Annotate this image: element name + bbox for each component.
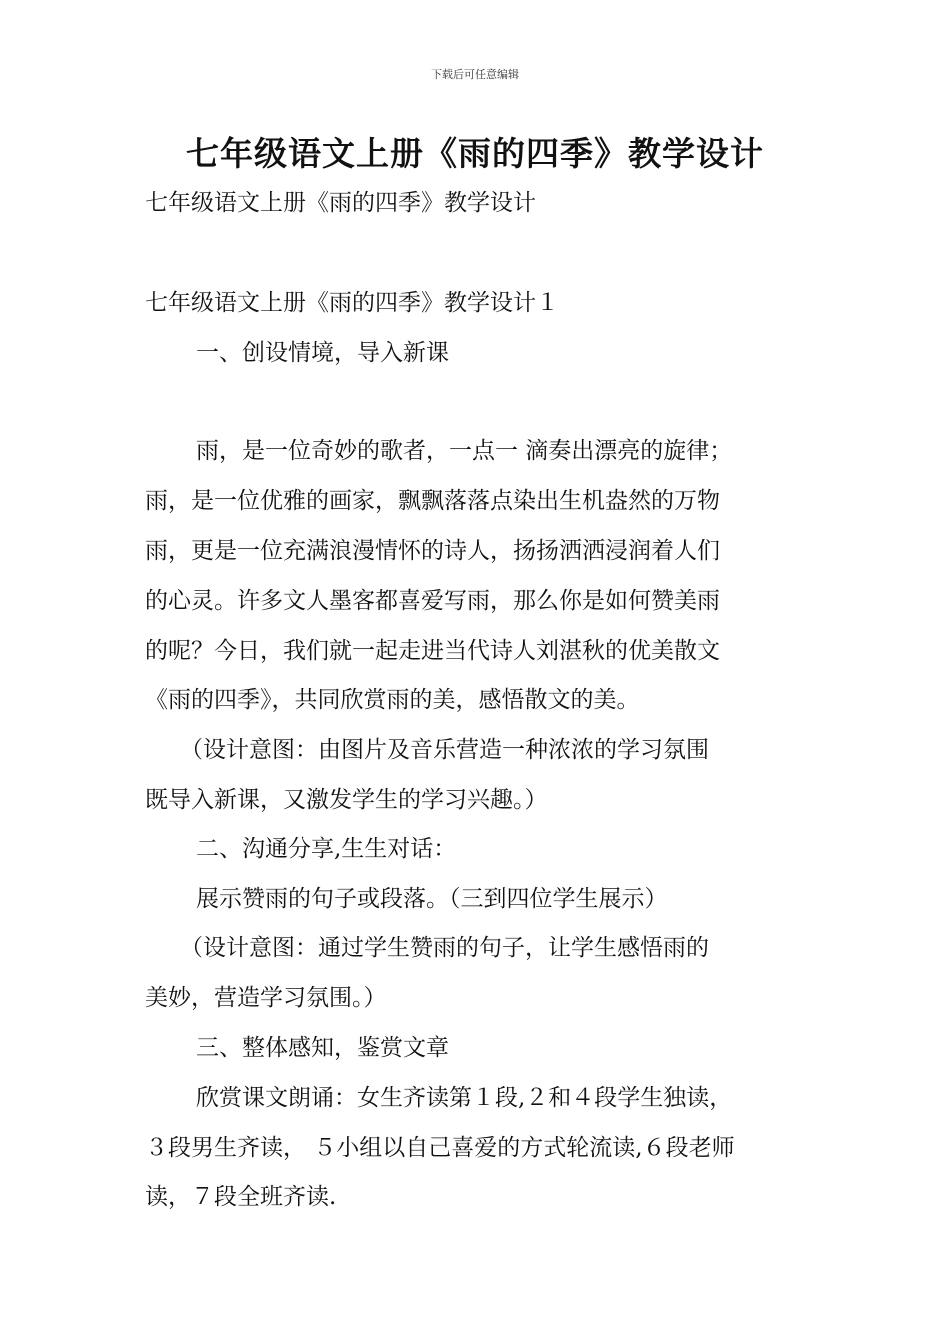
paragraph-line: 雨，是一位奇妙的歌者，一点一 滴奏出漂亮的旋律；: [196, 438, 733, 464]
section-title-1: 七年级语文上册《雨的四季》教学设计１: [145, 290, 559, 316]
heading-part-3: 三、整体感知，鉴赏文章: [196, 1035, 449, 1061]
design-intent-note: （设计意图：通过学生赞雨的句子，让学生感悟雨的: [180, 935, 709, 961]
paragraph-line: 读，７段全班齐读.: [145, 1184, 337, 1210]
paragraph-line: 雨，是一位优雅的画家，飘飘落落点染出生机盎然的万物: [145, 488, 720, 514]
paragraph-line: 展示赞雨的句子或段落。（三到四位学生展示）: [196, 886, 668, 912]
heading-part-1: 一、创设情境，导入新课: [196, 340, 449, 366]
paragraph-line: ３段男生齐读， ５小组以自己喜爱的方式轮流读,６段老师: [145, 1135, 735, 1161]
document-title: 七年级语文上册《雨的四季》教学设计: [186, 134, 764, 173]
subtitle-line: 七年级语文上册《雨的四季》教学设计: [145, 190, 536, 216]
paragraph-line: 欣赏课文朗诵：女生齐读第１段,２和４段学生独读，: [196, 1085, 733, 1111]
paragraph-line: 《雨的四季》，共同欣赏雨的美，感悟散文的美。: [145, 687, 640, 713]
design-intent-note: （设计意图：由图片及音乐营造一种浓浓的学习氛围: [180, 737, 709, 763]
paragraph-line: 的心灵。许多文人墨客都喜爱写雨，那么你是如何赞美雨: [145, 588, 720, 614]
heading-part-2: 二、沟通分享,生生对话：: [196, 836, 457, 862]
design-intent-note: 美妙，营造学习氛围。）: [145, 985, 387, 1011]
paragraph-line: 雨，更是一位充满浪漫情怀的诗人，扬扬洒洒浸润着人们: [145, 538, 720, 564]
design-intent-note: 既导入新课，又激发学生的学习兴趣。）: [145, 787, 548, 813]
page-header-note: 下载后可任意编辑: [431, 68, 519, 81]
paragraph-line: 的呢？今日，我们就一起走进当代诗人刘湛秋的优美散文: [145, 638, 720, 664]
